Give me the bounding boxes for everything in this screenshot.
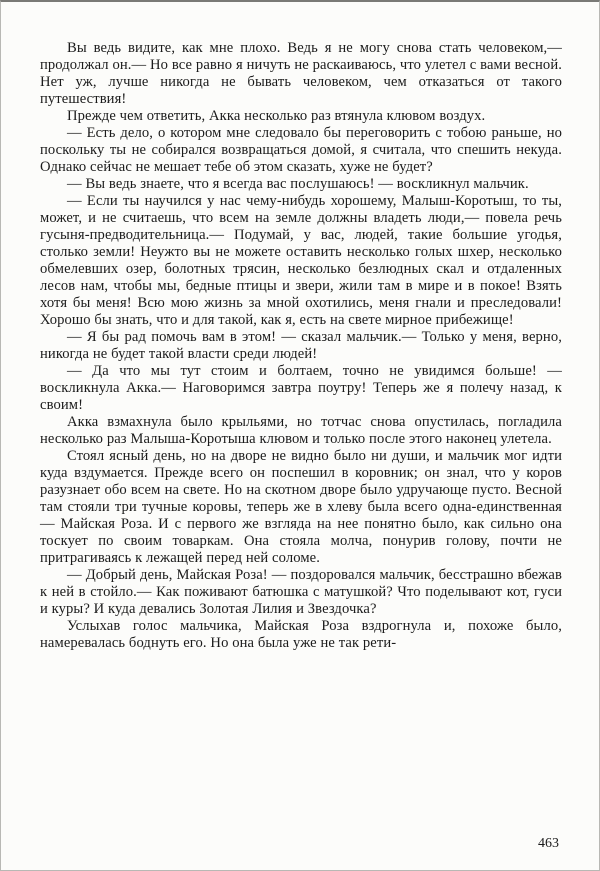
paragraph: — Если ты научился у нас чему-нибудь хорошему, Малыш-Коротыш, то ты, может, и не считаешь, что всем на земле должны владеть люди,— повела речь гусыня-предводительница.— Подумай, у вас, людей, такие большие угодья, столько земли! Неужто вы не можете оставить несколько голых шхер, несколько обмелевших озер, болотных трясин, несколько безлюдных скал и отдаленных лесов нам, чтобы мы, бедные птицы и звери, жили там в мире и в покое! Взять хотя бы меня! Всю мою жизнь за мной охотились, меня гнали и преследовали! Хорошо бы знать, что и для такой, как я, есть на свете мирное прибежище! <box>40 193 562 328</box>
paragraph: — Да что мы тут стоим и болтаем, точно не увидимся больше! — воскликнула Акка.— Наговоримся завтра поутру! Теперь же я полечу назад, к своим! <box>40 363 562 413</box>
paragraph: Стоял ясный день, но на дворе не видно было ни души, и мальчик мог идти куда вздумается. Прежде всего он поспешил в коровник; он знал, что у коров разузнает обо всем на свете. Но на скотном дворе было удручающе пусто. Весной там стояли три тучные коровы, теперь же в хлеву была всего одна-единственная — Майская Роза. И с первого же взгляда на нее понятно было, как сильно она тоскует по своим товаркам. Она стояла молча, понурив голову, почти не притрагиваясь к лежащей перед ней соломе. <box>40 448 562 566</box>
page-number: 463 <box>538 836 559 851</box>
paragraph: — Вы ведь знаете, что я всегда вас послушаюсь! — воскликнул мальчик. <box>67 176 529 192</box>
paragraph: Услыхав голос мальчика, Майская Роза вздрогнула и, похоже было, намеревалась боднуть его. Но она была уже не так рети- <box>40 618 562 651</box>
paragraph: — Добрый день, Майская Роза! — поздоровался мальчик, бесстрашно вбежав к ней в стойло.— Как поживают батюшка с матушкой? Что поделывают кот, гуси и куры? И куда девались Золотая Лилия и Звездочка? <box>40 567 562 617</box>
paragraph: — Я бы рад помочь вам в этом! — сказал мальчик.— Только у меня, верно, никогда не будет такой власти среди людей! <box>40 329 562 362</box>
paragraph: Акка взмахнула было крыльями, но тотчас снова опустилась, погладила несколько раз Малыша-Коротыша клювом и только после этого наконец улетела. <box>40 414 562 447</box>
paragraph: — Есть дело, о котором мне следовало бы переговорить с тобою раньше, но поскольку ты не собирался возвращаться домой, я считала, что спешить некуда. Однако сейчас не мешает тебе об этом сказать, хуже не будет? <box>40 125 562 175</box>
text-block <box>40 40 562 652</box>
paragraph: Прежде чем ответить, Акка несколько раз втянула клювом воздух. <box>67 108 486 124</box>
paragraph: Вы ведь видите, как мне плохо. Ведь я не могу снова стать человеком,— продолжал он.— Но все равно я ничуть не раскаиваюсь, что улетел с вами весной. Нет уж, лучше никогда не бывать человеком, чем отказаться от такого путешествия! <box>40 40 562 107</box>
